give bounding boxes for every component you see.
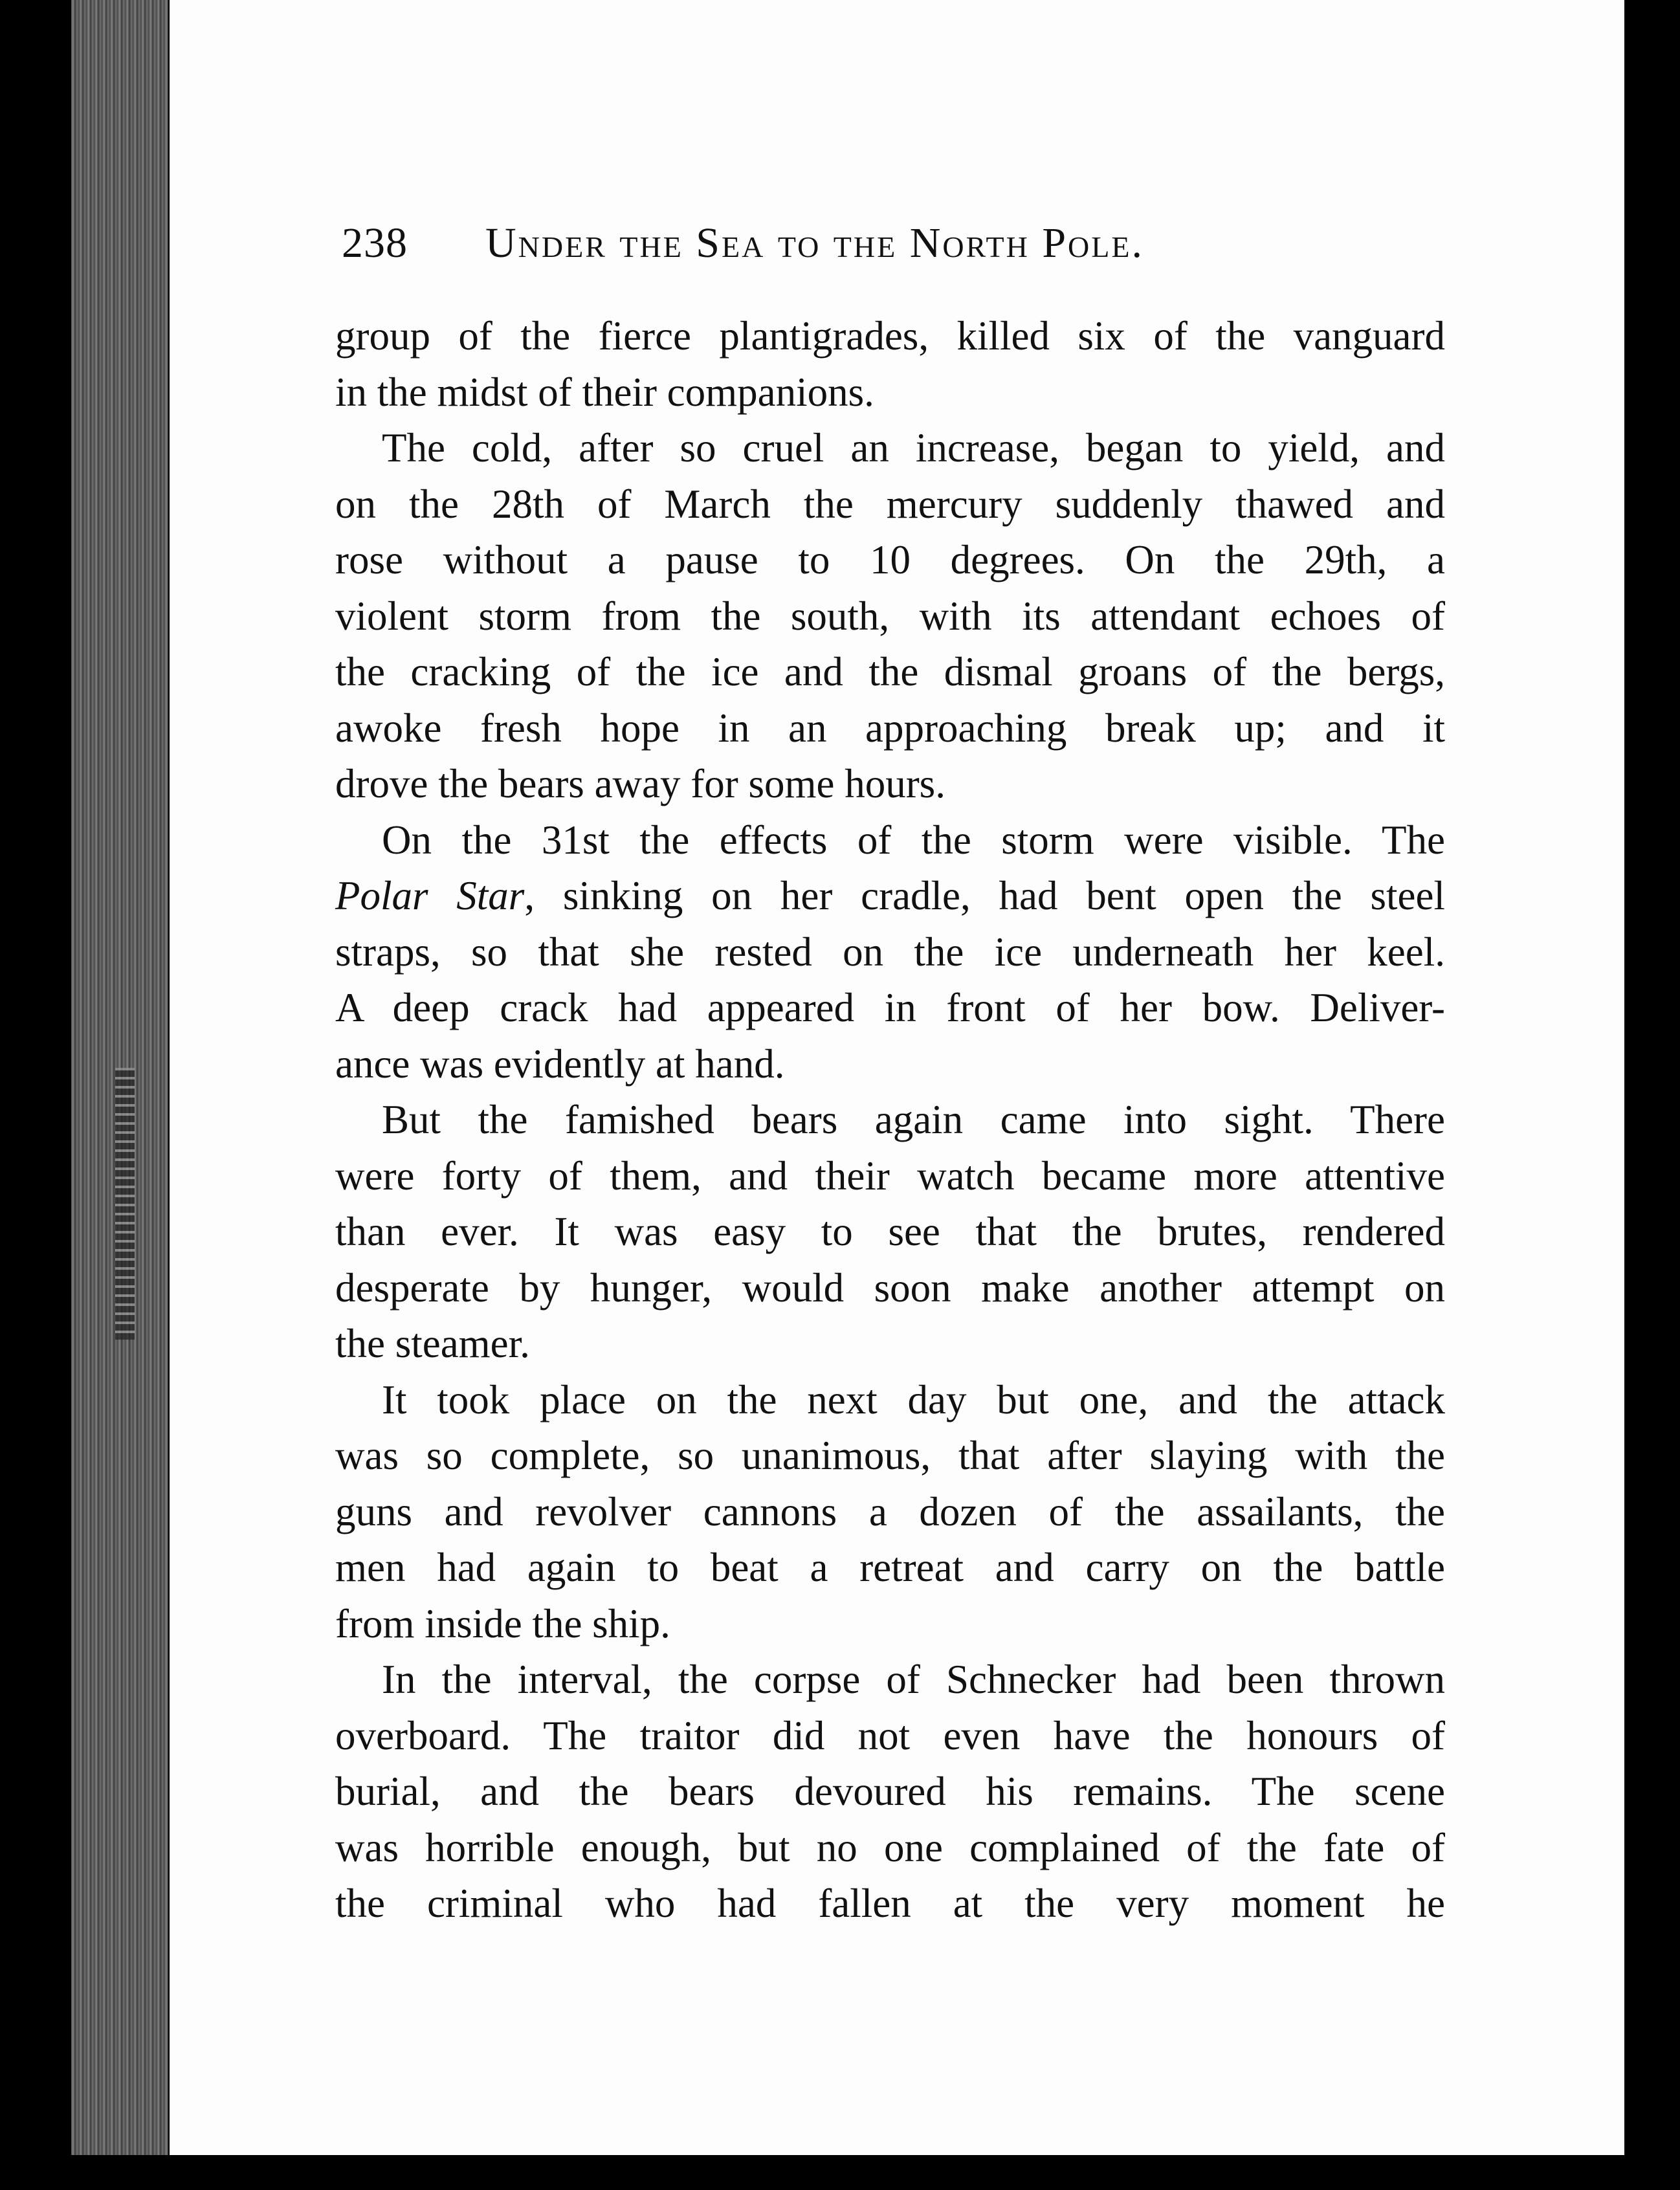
text-line: ance was evidently at hand. — [335, 1041, 785, 1087]
text-line — [335, 1652, 1445, 1708]
text-line-content: But the famished bears again came into sight. There — [382, 1097, 1445, 1142]
page-number: 238 — [342, 219, 408, 267]
text-line: straps, so that she rested on the ice underneath her keel. — [335, 929, 1445, 975]
text-line: group of the fierce plantigrades, killed six of the vanguard — [335, 313, 1445, 359]
paragraph-4 — [335, 1092, 1445, 1372]
ship-name: Polar Star — [335, 873, 525, 918]
text-line: desperate by hunger, would soon make another attempt on — [335, 1265, 1445, 1311]
text-line: from inside the ship. — [335, 1600, 670, 1646]
text-line — [335, 868, 1445, 924]
text-line: the criminal who had fallen at the very moment he — [335, 1881, 1445, 1926]
spine-marking — [115, 1068, 135, 1340]
text-line-content: The cold, after so cruel an increase, began to yield, and — [382, 425, 1445, 470]
text-line: overboard. The traitor did not even have the honours of — [335, 1712, 1445, 1758]
text-line — [335, 812, 1445, 868]
text-line: guns and revolver cannons a dozen of the assailants, the — [335, 1488, 1445, 1534]
text-line-content: , sinking on her cradle, had bent open the steel — [524, 873, 1445, 918]
text-line: awoke fresh hope in an approaching break up; and it — [335, 705, 1445, 751]
text-line-content: On the 31st the effects of the storm were visible. The — [382, 817, 1445, 863]
text-line — [335, 1372, 1445, 1428]
text-line: drove the bears away for some hours. — [335, 761, 945, 806]
text-line-content: In the interval, the corpse of Schnecker had been thrown — [382, 1657, 1445, 1702]
text-line: than ever. It was easy to see that the brutes, rendered — [335, 1209, 1445, 1254]
text-line: A deep crack had appeared in front of her bow. Deliver- — [335, 985, 1445, 1030]
running-title: Under the Sea to the North Pole. — [485, 219, 1144, 267]
text-line: rose without a pause to 10 degrees. On the 29th, a — [335, 537, 1445, 582]
paragraph-2 — [335, 420, 1445, 812]
paragraph-3 — [335, 812, 1445, 1092]
text-line: was horrible enough, but no one complained of the fate of — [335, 1824, 1445, 1870]
body-text — [335, 308, 1445, 1932]
running-header — [342, 219, 1325, 268]
text-line: was so complete, so unanimous, that after slaying with the — [335, 1433, 1445, 1478]
text-line: were forty of them, and their watch became more attentive — [335, 1153, 1445, 1199]
paragraph-5 — [335, 1372, 1445, 1652]
paragraph-1 — [335, 308, 1445, 420]
text-line — [335, 1092, 1445, 1148]
text-line-content: It took place on the next day but one, and the attack — [382, 1377, 1445, 1422]
paragraph-6 — [335, 1652, 1445, 1932]
text-line: on the 28th of March the mercury suddenly thawed and — [335, 481, 1445, 527]
text-line: in the midst of their companions. — [335, 369, 874, 415]
text-line: the cracking of the ice and the dismal groans of the bergs, — [335, 649, 1445, 694]
text-line: violent storm from the south, with its attendant echoes of — [335, 593, 1445, 639]
text-line: men had again to beat a retreat and carry on the battle — [335, 1545, 1445, 1590]
text-line — [335, 420, 1445, 476]
text-line: the steamer. — [335, 1321, 530, 1366]
text-line: burial, and the bears devoured his remains. The scene — [335, 1769, 1445, 1814]
